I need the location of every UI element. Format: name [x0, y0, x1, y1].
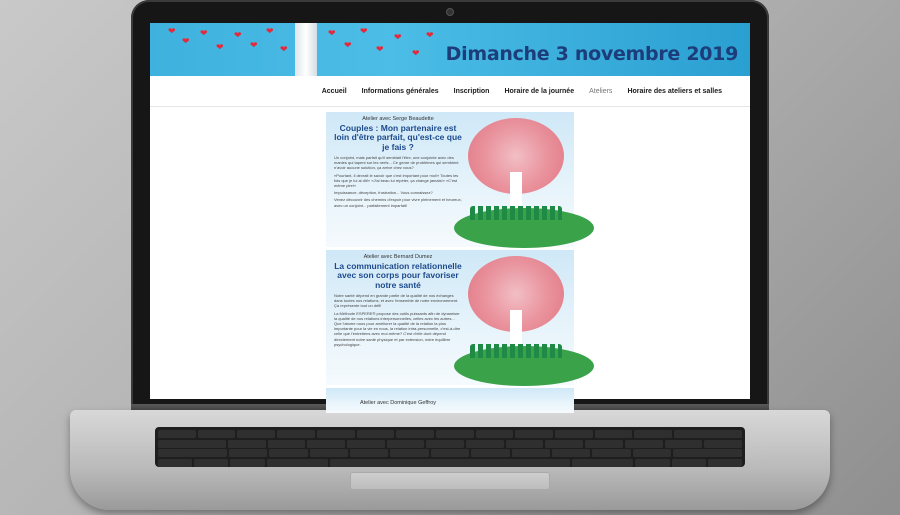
heart-icon: ❤ [266, 26, 274, 36]
nav-item-ateliers[interactable]: Ateliers [589, 87, 613, 95]
poster-paragraph: Venez découvrir des chemins d'espoir pour vivre pleinement et heureux, avec un conjoint... parfaitement imparfait! [334, 197, 462, 208]
nav-item-accueil[interactable]: Accueil [321, 87, 347, 95]
heart-icon: ❤ [250, 40, 258, 50]
heart-icon: ❤ [200, 28, 208, 38]
poster-author: Atelier avec Bernard Dumez [363, 254, 433, 260]
heart-icon: ❤ [360, 26, 368, 36]
poster-title: La communication relationnelle avec son corps pour favoriser notre santé [334, 261, 462, 290]
heart-icon: ❤ [426, 30, 434, 40]
poster-paragraph: Impuissance, déception, frustration... Vous connaissez? [334, 190, 433, 196]
heart-icon: ❤ [412, 48, 420, 58]
trackpad[interactable] [350, 472, 550, 490]
heart-icon: ❤ [182, 36, 190, 46]
poster-paragraph: Notre santé dépend en grande partie de la qualité de nos échanges dans toutes nos relations, et avec l'ensemble de notre environnement. Ça représente tout un défi! [334, 293, 459, 309]
poster-text [334, 293, 462, 347]
poster-paragraph: La Méthode ESPERE® propose des outils puissants afin de dynamiser la qualité de nos relations interpersonnelles, celles avec les autres... Que l'atome nous pour améliorer la qualité de la relation la plus importante pour la vie en nous, la relation intra-personnelle, c'est-à-dire celle que l'entretiens avec moi-même? C'est d'elle dont dépend directement notre santé physique et par extension, notre équilibre psychologique. [334, 310, 461, 347]
heart-icon: ❤ [328, 28, 336, 38]
poster-title: Couples : Mon partenaire est loin d'être parfait, qu'est-ce que je fais ? [334, 123, 462, 152]
heart-tree-illustration [464, 256, 568, 368]
browser-screen [150, 23, 750, 406]
heart-icon: ❤ [234, 30, 242, 40]
nav-item-horaire-ateliers[interactable]: Horaire des ateliers et salles [627, 87, 722, 95]
heart-icon: ❤ [168, 26, 176, 36]
keyboard [155, 427, 745, 467]
poster-text [334, 155, 462, 208]
nav-item-inscription[interactable]: Inscription [453, 87, 490, 95]
workshop-posters [326, 112, 574, 416]
heart-icon: ❤ [344, 40, 352, 50]
main-nav [150, 76, 750, 107]
heart-icon: ❤ [394, 32, 402, 42]
poster-author: Atelier avec Serge Beaudette [362, 116, 434, 122]
nav-item-horaire[interactable]: Horaire de la journée [504, 87, 575, 95]
workshop-poster[interactable] [326, 112, 574, 247]
poster-paragraph: «Pourtant, il devrait le savoir que c'est important pour moi!» Toutes les fois que je lui ai dit!» «J'ai beau lui répéter, ça change jamais!» «C'est même pire!» [334, 172, 459, 188]
site-banner [150, 23, 750, 76]
workshop-poster[interactable] [326, 388, 574, 413]
tree-trunk-graphic [295, 23, 317, 76]
webcam-icon [446, 8, 454, 16]
heart-icon: ❤ [216, 42, 224, 52]
heart-tree-illustration [464, 118, 568, 230]
poster-author: Atelier avec Dominique Geffroy [359, 400, 437, 406]
heart-icon: ❤ [280, 44, 288, 54]
poster-paragraph: Un conjoint, mais parfait qu'il semblait l'être, une conjointe avec des manies qui tapent sur les nerfs... Ce genre de problèmes qui semblent n'avoir aucune solution, ça arrive chez vous? [334, 155, 459, 171]
workshop-poster[interactable] [326, 250, 574, 385]
heart-icon: ❤ [376, 44, 384, 54]
nav-item-informations[interactable]: Informations générales [361, 87, 439, 95]
banner-title: Dimanche 3 novembre 2019 [445, 43, 738, 65]
